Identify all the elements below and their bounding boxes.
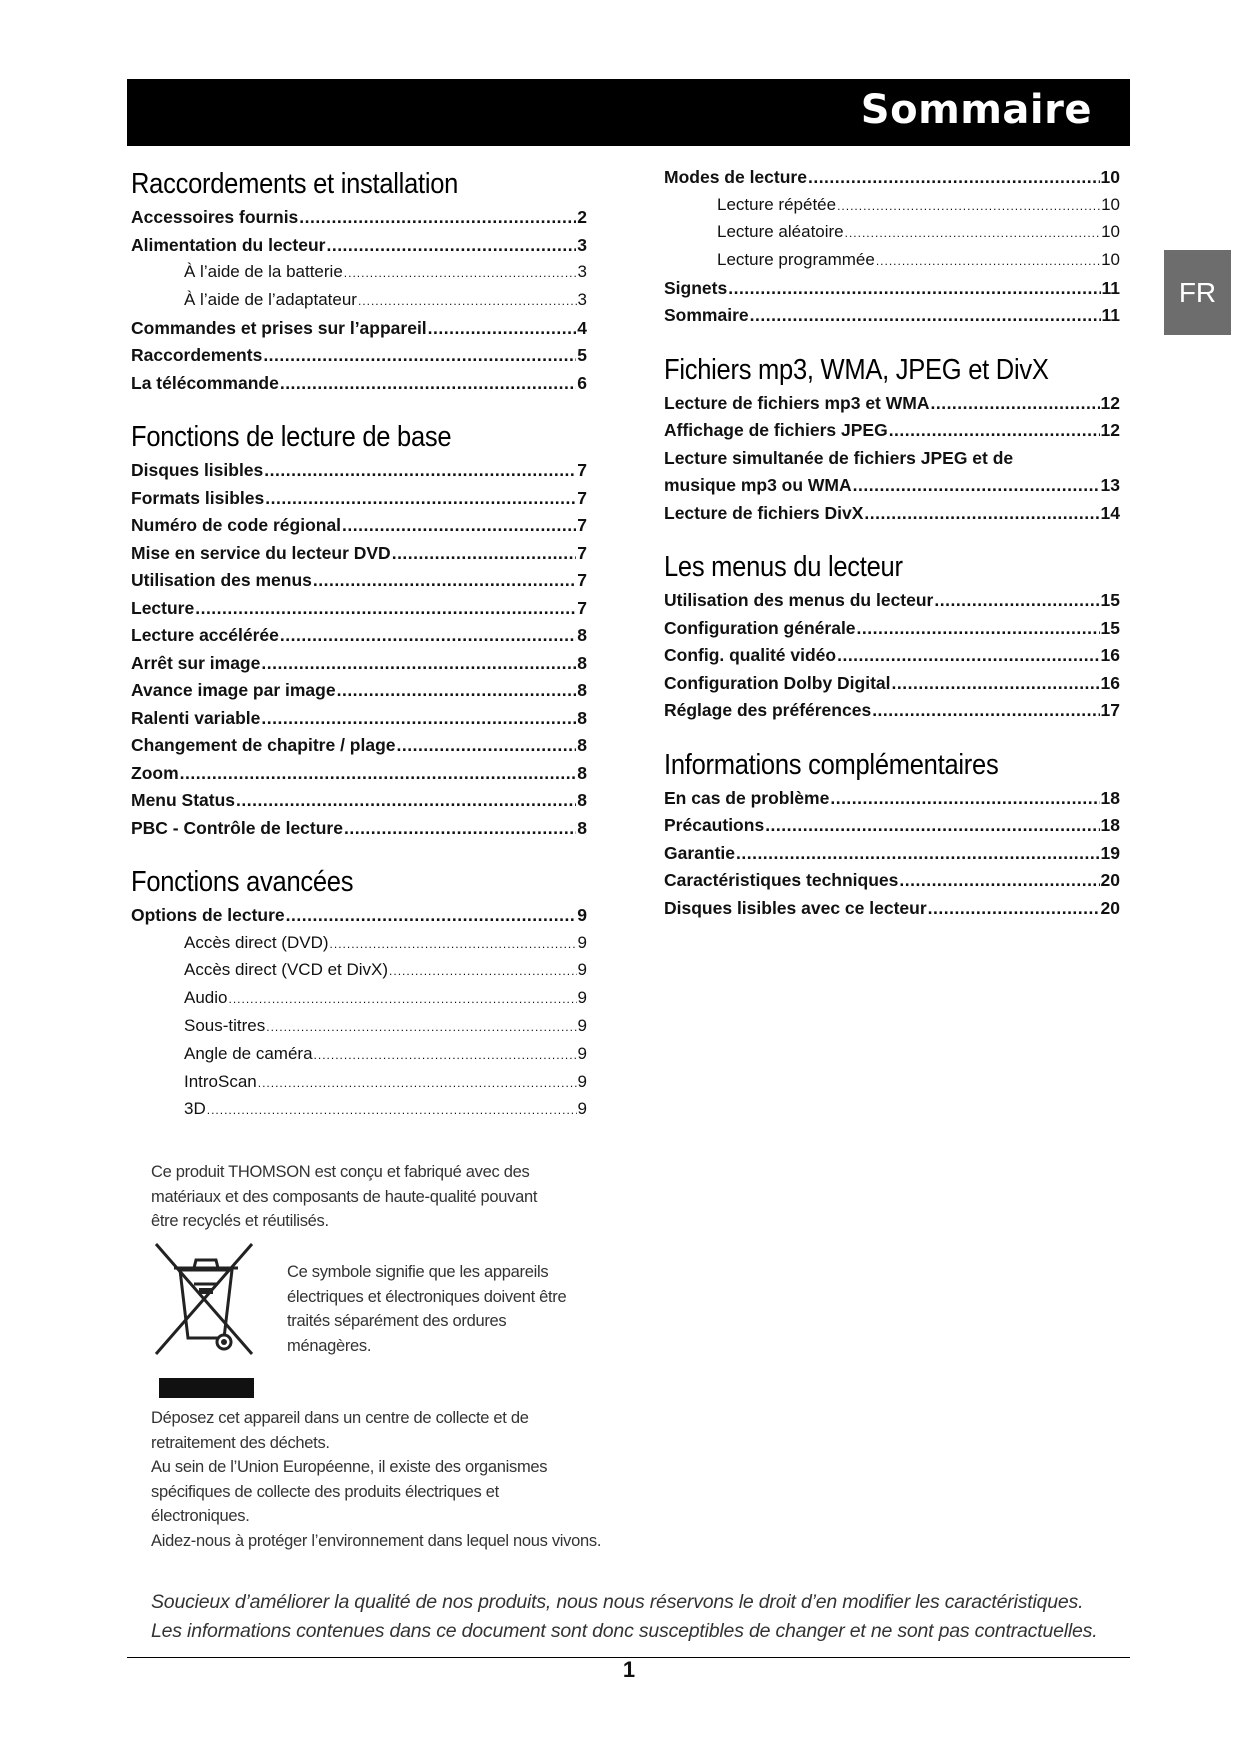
toc-entry-text: Lecture répétée	[717, 194, 837, 214]
toc-page-number: 9	[577, 932, 587, 952]
toc-entry[interactable]	[131, 567, 587, 595]
toc-entry-text: À l’aide de l’adaptateur	[184, 289, 357, 309]
toc-subentry[interactable]	[664, 219, 1120, 247]
dot-leader	[263, 342, 576, 370]
toc-entry-text: Audio	[184, 988, 228, 1008]
dot-leader	[853, 472, 1100, 500]
toc-entry[interactable]	[664, 164, 1120, 192]
toc-entry[interactable]	[131, 204, 587, 232]
toc-page-number: 14	[1100, 502, 1120, 523]
dot-leader	[864, 500, 1099, 528]
disposal-text-line: Déposez cet appareil dans un centre de collecte et de	[151, 1409, 529, 1427]
toc-entry[interactable]	[131, 902, 587, 930]
toc-page-number: 7	[577, 570, 587, 591]
dot-leader	[876, 247, 1100, 275]
toc-right-column	[664, 164, 1120, 942]
toc-subentry[interactable]	[131, 1013, 587, 1041]
toc-entry[interactable]	[131, 370, 587, 398]
dot-leader	[728, 275, 1100, 303]
toc-subentry[interactable]	[131, 930, 587, 958]
toc-entry-text: PBC - Contrôle de lecture	[131, 817, 343, 838]
toc-entry[interactable]	[131, 485, 587, 513]
toc-entry-text: musique mp3 ou WMA	[664, 475, 852, 496]
toc-page-number: 18	[1100, 815, 1120, 836]
dot-leader	[344, 259, 577, 287]
toc-page-number: 4	[577, 317, 587, 338]
toc-entry[interactable]	[664, 417, 1120, 445]
dot-leader	[228, 985, 576, 1013]
dot-leader	[934, 587, 1099, 615]
crossed-out-bin-icon	[152, 1240, 260, 1360]
toc-entry-text: Réglage des préférences	[664, 700, 872, 721]
toc-entry-text: Utilisation des menus	[131, 570, 312, 591]
toc-entry[interactable]	[664, 302, 1120, 330]
section-title: Informations complémentaires	[664, 748, 999, 781]
toc-page-number: 19	[1100, 842, 1120, 863]
toc-page-number: 16	[1100, 672, 1120, 693]
dot-leader	[266, 1013, 576, 1041]
toc-page-number: 2	[577, 207, 587, 227]
toc-entry-text: Lecture	[131, 597, 195, 618]
toc-page-number: 7	[577, 460, 587, 481]
disposal-text-line: retraitement des déchets.	[151, 1433, 330, 1452]
toc-entry[interactable]	[131, 705, 587, 733]
toc-entry[interactable]	[131, 650, 587, 678]
dot-leader	[207, 1096, 577, 1124]
toc-page-number: 8	[577, 652, 587, 673]
toc-entry-text: Disques lisibles	[131, 460, 264, 481]
dot-leader	[428, 315, 577, 343]
toc-page-number: 5	[577, 345, 587, 366]
toc-page-number: 7	[577, 542, 587, 563]
toc-entry-text: Commandes et prises sur l’appareil	[131, 317, 427, 338]
toc-entry-text: Accessoires fournis	[131, 207, 299, 227]
disclaimer-line: Les informations contenues dans ce document sont donc susceptibles de changer et ne sont pas contractuelles.	[151, 1620, 1098, 1642]
toc-page-number: 20	[1100, 870, 1120, 891]
toc-page-number: 9	[577, 1043, 587, 1063]
toc-entry[interactable]	[131, 732, 587, 760]
section-title: Fonctions avancées	[131, 866, 354, 899]
toc-entry-text: Raccordements	[131, 345, 263, 366]
toc-section	[664, 745, 1120, 923]
toc-page-number: 9	[577, 1071, 587, 1091]
toc-entry[interactable]	[664, 615, 1120, 643]
section-title: Les menus du lecteur	[664, 551, 903, 584]
dot-leader	[750, 302, 1101, 330]
toc-page-number: 7	[577, 515, 587, 536]
recycling-text-line: matériaux et des composants de haute-qualité pouvant	[151, 1187, 538, 1206]
toc-entry-text: Garantie	[664, 842, 735, 863]
toc-entry[interactable]	[664, 275, 1120, 303]
toc-section	[131, 164, 587, 397]
dot-leader	[857, 615, 1100, 643]
dot-leader	[392, 540, 577, 568]
toc-entry-text: Angle de caméra	[184, 1043, 313, 1063]
dot-leader	[765, 812, 1099, 840]
toc-page-number: 10	[1101, 194, 1120, 214]
toc-page-number: 13	[1100, 475, 1120, 496]
toc-page-number: 3	[577, 234, 587, 255]
toc-entry[interactable]	[664, 445, 1120, 500]
dot-leader	[889, 417, 1100, 445]
dot-leader	[928, 895, 1100, 923]
language-tab: FR	[1164, 250, 1231, 335]
toc-entry-text: Lecture de fichiers mp3 et WMA	[664, 392, 930, 413]
toc-page-number: 8	[577, 707, 587, 728]
toc-page-number: 7	[577, 597, 587, 618]
toc-entry[interactable]	[664, 642, 1120, 670]
toc-entry-text: Sous-titres	[184, 1015, 266, 1035]
toc-entry[interactable]	[664, 697, 1120, 725]
toc-page-number: 20	[1100, 897, 1120, 918]
toc-entry[interactable]	[664, 812, 1120, 840]
toc-page-number: 10	[1100, 167, 1120, 187]
dot-leader	[180, 760, 577, 788]
toc-entry[interactable]	[131, 815, 587, 843]
toc-entry[interactable]	[131, 232, 587, 260]
dot-leader	[358, 287, 577, 315]
toc-entry-text: Disques lisibles avec ce lecteur	[664, 897, 927, 918]
symbol-text-line: traités séparément des ordures	[287, 1312, 507, 1330]
toc-page-number: 3	[577, 289, 587, 309]
toc-entry[interactable]	[664, 895, 1120, 923]
toc-entry-text: Modes de lecture	[664, 167, 807, 187]
toc-subentry[interactable]	[131, 259, 587, 287]
toc-entry-text: Lecture aléatoire	[717, 222, 844, 242]
toc-entry-text: Mise en service du lecteur DVD	[131, 542, 391, 563]
toc-entry-text: Numéro de code régional	[131, 515, 342, 536]
toc-subentry[interactable]	[131, 1041, 587, 1069]
toc-section	[664, 350, 1120, 528]
toc-entry[interactable]	[131, 677, 587, 705]
dot-leader	[299, 204, 576, 232]
dot-leader	[264, 457, 576, 485]
toc-entry-text: En cas de problème	[664, 787, 830, 808]
toc-page-number: 15	[1100, 590, 1120, 611]
footer-disclaimer	[151, 1588, 1111, 1646]
toc-page-number: 3	[577, 262, 587, 281]
toc-entry[interactable]	[131, 540, 587, 568]
toc-left-column	[131, 164, 587, 1144]
dot-leader	[313, 567, 576, 595]
toc-subentry[interactable]	[131, 287, 587, 315]
toc-entry-text: Options de lecture	[131, 905, 285, 926]
toc-section	[664, 547, 1120, 725]
symbol-explanation	[287, 1260, 587, 1358]
toc-entry[interactable]	[131, 315, 587, 343]
dot-leader	[892, 670, 1100, 698]
symbol-text-line: ménagères.	[287, 1336, 372, 1355]
toc-entry[interactable]	[131, 787, 587, 815]
toc-entry-text: IntroScan	[184, 1071, 257, 1091]
toc-entry[interactable]	[131, 457, 587, 485]
toc-entry[interactable]	[131, 595, 587, 623]
toc-page-number: 8	[577, 680, 587, 701]
toc-section	[131, 417, 587, 842]
toc-subentry[interactable]	[664, 192, 1120, 220]
dot-leader	[845, 219, 1100, 247]
separate-collection-bar	[159, 1378, 254, 1398]
toc-page-number: 10	[1101, 250, 1120, 270]
toc-entry[interactable]	[131, 512, 587, 540]
toc-page-number: 8	[577, 790, 587, 811]
toc-entry-text: La télécommande	[131, 372, 279, 393]
toc-entry-text: Avance image par image	[131, 680, 336, 701]
toc-page-number: 6	[577, 372, 587, 393]
toc-page-number: 15	[1100, 617, 1120, 638]
toc-entry[interactable]	[664, 670, 1120, 698]
toc-entry[interactable]	[664, 500, 1120, 528]
toc-entry-text: Config. qualité vidéo	[664, 645, 837, 666]
toc-page-number: 12	[1100, 420, 1120, 441]
toc-page-number: 7	[577, 487, 587, 508]
toc-entry[interactable]	[664, 867, 1120, 895]
toc-page-number: 9	[577, 960, 587, 980]
dot-leader	[344, 815, 576, 843]
toc-page-number: 8	[577, 625, 587, 646]
toc-page-number: 8	[577, 817, 587, 838]
toc-entry-text: Ralenti variable	[131, 707, 261, 728]
toc-entry-text: Lecture accélérée	[131, 625, 279, 646]
toc-section	[664, 164, 1120, 330]
section-title: Raccordements et installation	[131, 168, 459, 200]
disposal-text-line: électroniques.	[151, 1507, 250, 1525]
toc-entry-text: Changement de chapitre / plage	[131, 735, 396, 756]
toc-entry-text: Lecture programmée	[717, 250, 875, 270]
toc-entry[interactable]	[664, 587, 1120, 615]
toc-entry[interactable]	[131, 342, 587, 370]
toc-entry-text: Lecture simultanée de fichiers JPEG et de	[664, 447, 1014, 468]
symbol-text-line: électriques et électroniques doivent être	[287, 1287, 567, 1306]
disposal-text-line: Au sein de l’Union Européenne, il existe des organismes	[151, 1458, 548, 1476]
toc-subentry[interactable]	[131, 985, 587, 1013]
toc-page-number: 16	[1100, 645, 1120, 666]
toc-entry-text: Configuration générale	[664, 617, 856, 638]
toc-entry-text: À l’aide de la batterie	[184, 262, 343, 281]
dot-leader	[265, 485, 576, 513]
toc-entry-text: Caractéristiques techniques	[664, 870, 899, 891]
dot-leader	[342, 512, 576, 540]
dot-leader	[314, 1041, 577, 1069]
disposal-text-line: spécifiques de collecte des produits électriques et	[151, 1482, 499, 1501]
dot-leader	[837, 642, 1099, 670]
header-bar	[127, 79, 1130, 146]
toc-page-number: 18	[1100, 787, 1120, 808]
toc-page-number: 11	[1101, 305, 1120, 326]
dot-leader	[330, 930, 577, 958]
toc-entry[interactable]	[131, 760, 587, 788]
disposal-text-line: Aidez-nous à protéger l’environnement dans lequel nous vivons.	[151, 1531, 602, 1550]
dot-leader	[397, 732, 577, 760]
toc-page-number: 9	[577, 905, 587, 926]
toc-entry[interactable]	[664, 390, 1120, 418]
toc-entry-text: Sommaire	[664, 305, 749, 326]
toc-entry-text: Formats lisibles	[131, 487, 265, 508]
recycling-intro	[151, 1160, 591, 1234]
toc-page-number: 9	[577, 1099, 587, 1119]
dot-leader	[736, 840, 1100, 868]
toc-entry-text: Menu Status	[131, 790, 236, 811]
recycling-text-line: être recyclés et réutilisés.	[151, 1212, 329, 1230]
dot-leader	[326, 232, 576, 260]
dot-leader	[258, 1069, 577, 1097]
toc-entry-text: Lecture de fichiers DivX	[664, 502, 864, 523]
dot-leader	[280, 370, 576, 398]
dot-leader	[261, 705, 576, 733]
dot-leader	[337, 677, 577, 705]
dot-leader	[236, 787, 576, 815]
section-title: Fichiers mp3, WMA, JPEG et DivX	[664, 353, 1049, 386]
page-title: Sommaire	[860, 87, 1092, 133]
disposal-instructions	[151, 1406, 611, 1553]
toc-page-number: 12	[1100, 392, 1120, 413]
disclaimer-line: Soucieux d’améliorer la qualité de nos produits, nous nous réservons le droit d’en modifier les caractéristiques.	[151, 1591, 1084, 1613]
dot-leader	[808, 164, 1100, 192]
toc-page-number: 8	[577, 735, 587, 756]
toc-page-number: 9	[577, 1015, 587, 1035]
dot-leader	[195, 595, 576, 623]
toc-entry-text: Configuration Dolby Digital	[664, 672, 891, 693]
toc-entry-text: Zoom	[131, 762, 179, 783]
toc-entry-text: Alimentation du lecteur	[131, 234, 326, 255]
toc-subentry[interactable]	[664, 247, 1120, 275]
toc-entry-text: Précautions	[664, 815, 765, 836]
toc-entry-text: Accès direct (DVD)	[184, 932, 329, 952]
toc-entry-text: Utilisation des menus du lecteur	[664, 590, 934, 611]
toc-entry[interactable]	[664, 785, 1120, 813]
dot-leader	[280, 622, 576, 650]
symbol-text-line: Ce symbole signifie que les appareils	[287, 1263, 549, 1281]
toc-subentry[interactable]	[131, 957, 587, 985]
toc-entry-text: Affichage de fichiers JPEG	[664, 420, 888, 441]
toc-entry[interactable]	[131, 622, 587, 650]
toc-entry-text: Signets	[664, 277, 728, 298]
section-title: Fonctions de lecture de base	[131, 421, 452, 454]
dot-leader	[899, 867, 1099, 895]
toc-page-number: 9	[577, 988, 587, 1008]
toc-subentry[interactable]	[131, 1069, 587, 1097]
toc-page-number: 11	[1101, 277, 1120, 298]
toc-subentry[interactable]	[131, 1096, 587, 1124]
dot-leader	[930, 390, 1099, 418]
toc-entry-text: Arrêt sur image	[131, 652, 261, 673]
dot-leader	[837, 192, 1100, 220]
dot-leader	[872, 697, 1099, 725]
dot-leader	[389, 957, 576, 985]
toc-entry[interactable]	[664, 840, 1120, 868]
page-number: 1	[622, 1657, 636, 1682]
toc-page-number: 8	[577, 762, 587, 783]
toc-page-number: 17	[1100, 700, 1120, 721]
dot-leader	[830, 785, 1099, 813]
dot-leader	[261, 650, 576, 678]
toc-entry-text: 3D	[184, 1099, 206, 1119]
toc-entry-text: Accès direct (VCD et DivX)	[184, 960, 389, 980]
toc-section	[131, 862, 587, 1124]
dot-leader	[286, 902, 577, 930]
recycling-text-line: Ce produit THOMSON est conçu et fabriqué avec des	[151, 1163, 530, 1181]
toc-page-number: 10	[1101, 222, 1120, 242]
